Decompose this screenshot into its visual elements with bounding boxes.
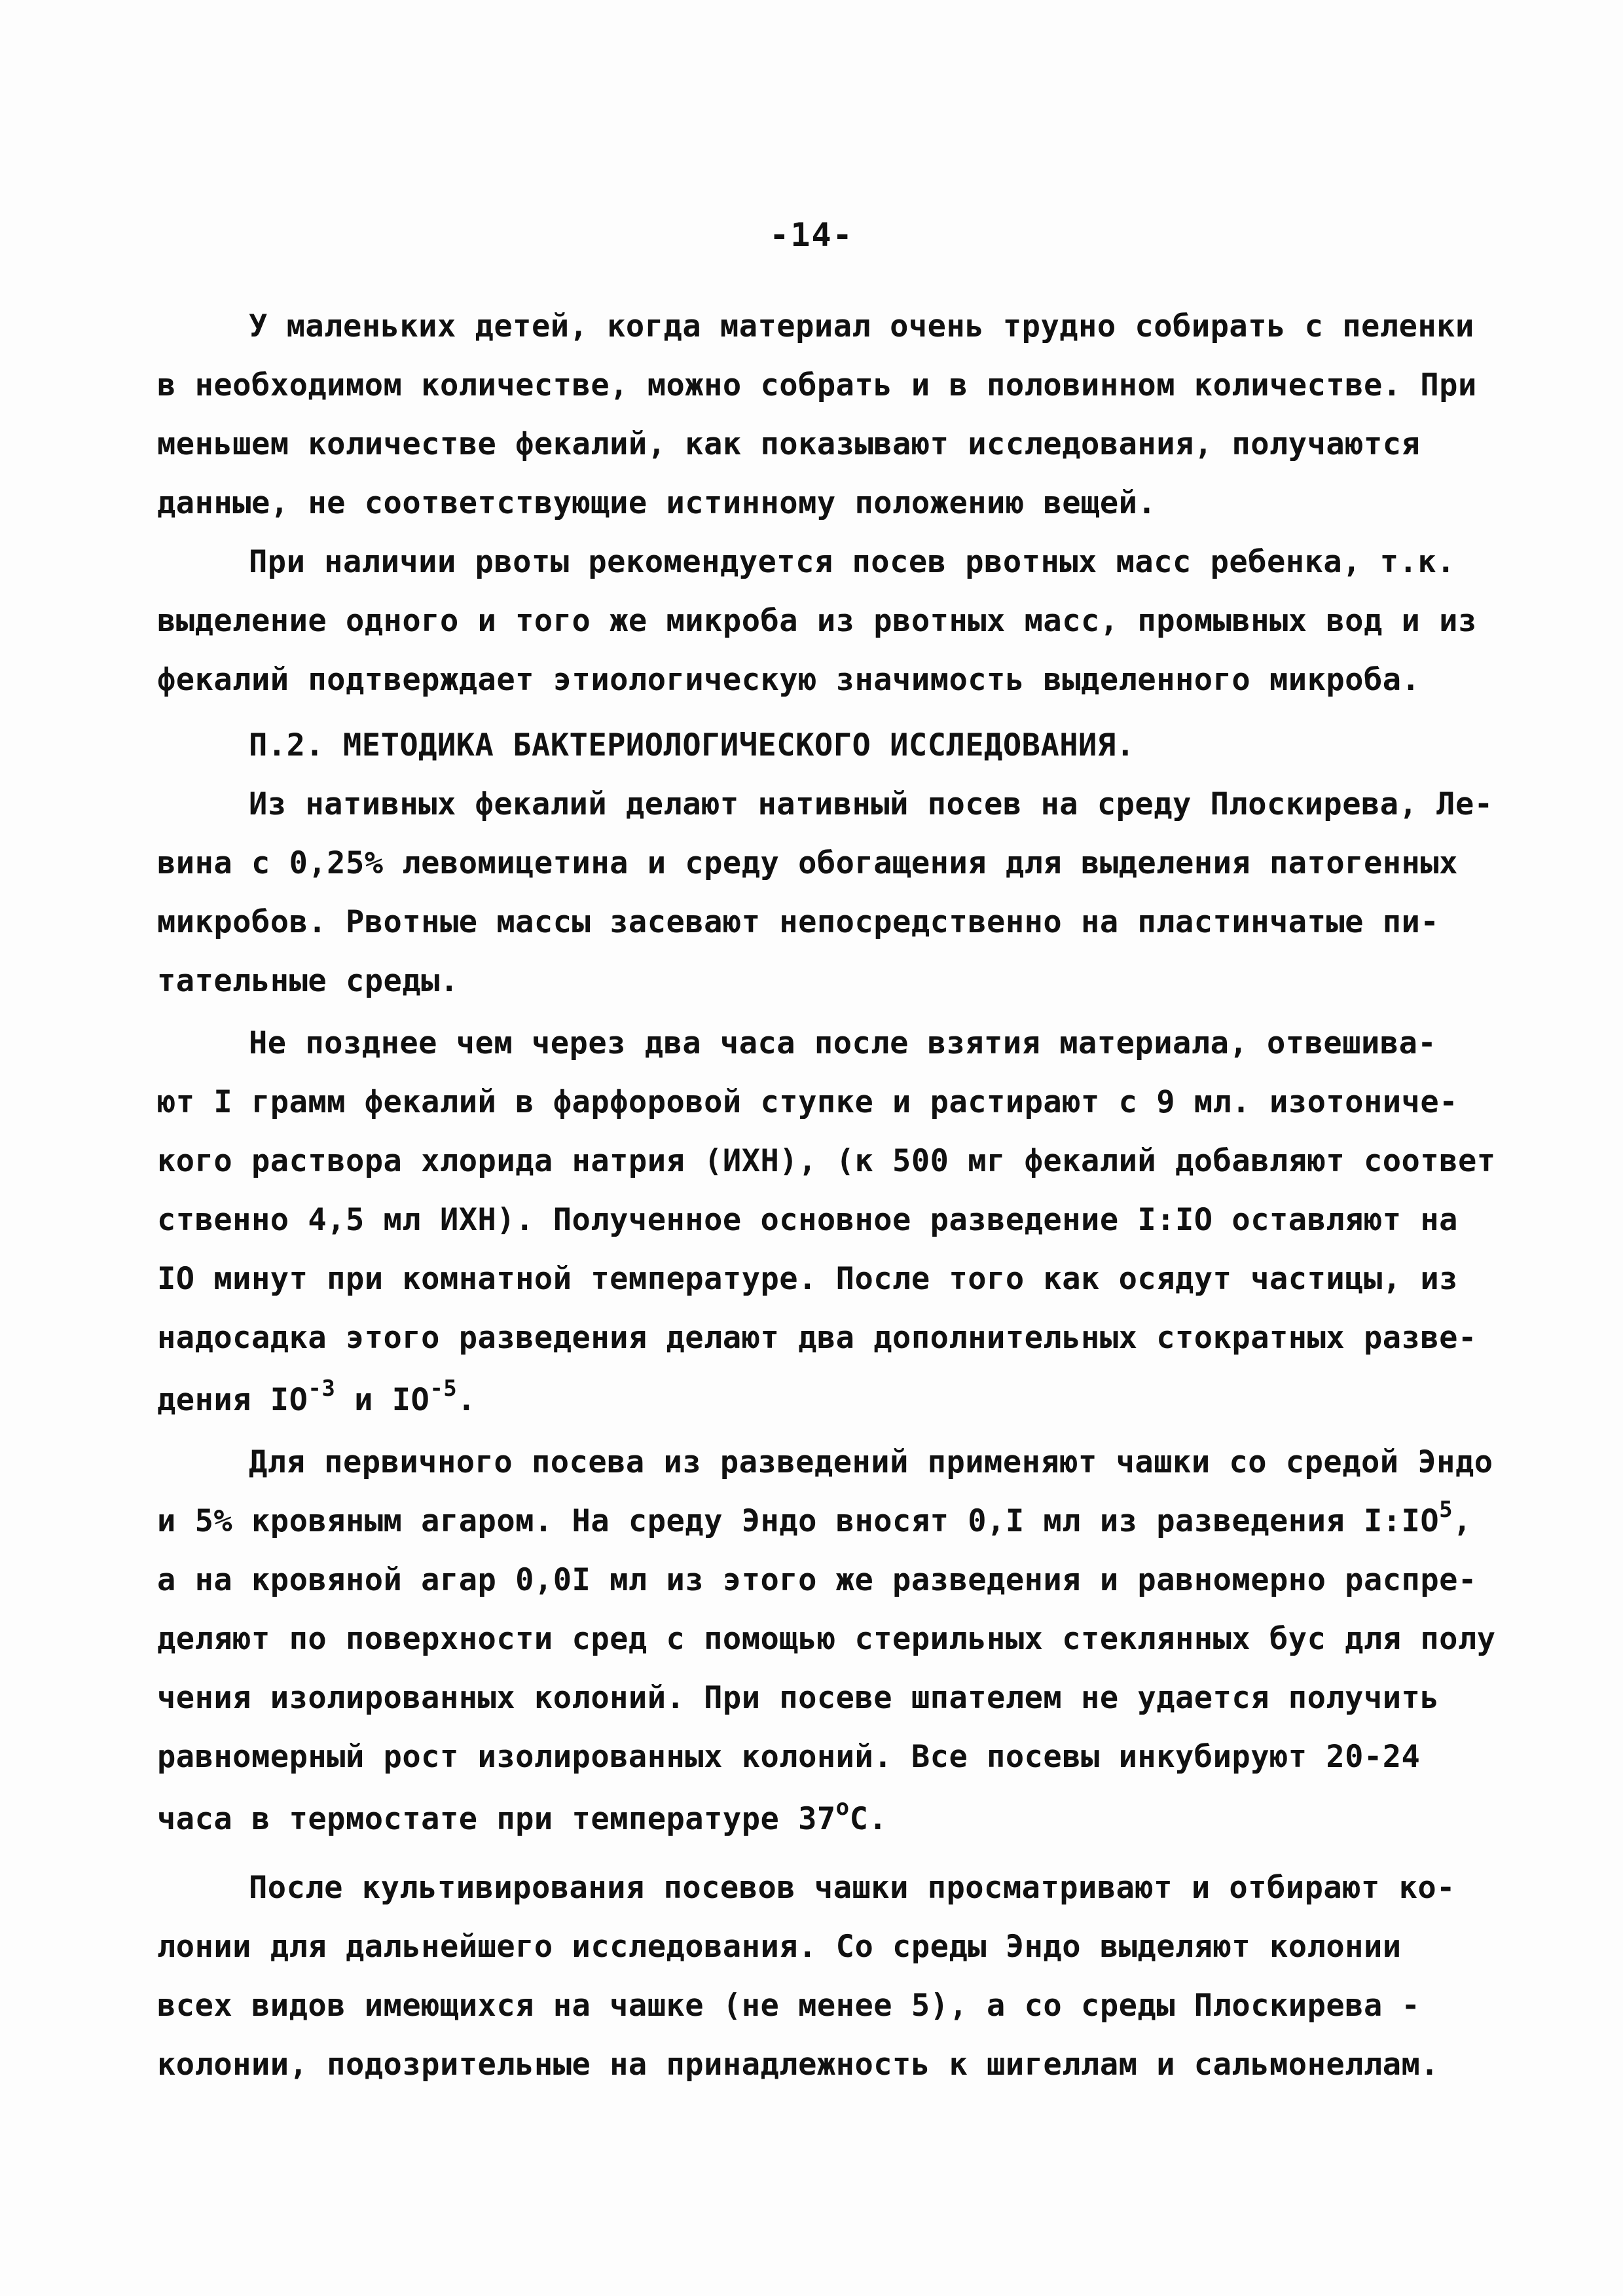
text-segment: .: [457, 1382, 477, 1418]
text-line: деляют по поверхности сред с помощью стерильных стеклянных бус для полу: [157, 1621, 1496, 1657]
text-line: Из нативных фекалий делают нативный посев на среду Плоскирева, Ле-: [249, 786, 1493, 822]
text-line: а на кровяной агар 0,0I мл из этого же разведения и равномерно распре-: [157, 1562, 1477, 1598]
text-line: ют I грамм фекалий в фарфоровой ступке и растирают с 9 мл. изотониче-: [157, 1084, 1458, 1120]
exponent: -3: [308, 1376, 336, 1402]
exponent: -5: [429, 1376, 458, 1402]
text-segment: C.: [849, 1801, 888, 1837]
text-line: [157, 1795, 888, 1837]
text-line: лонии для дальнейшего исследования. Со среды Эндо выделяют колонии: [157, 1929, 1402, 1965]
text-line: У маленьких детей, когда материал очень трудно собирать с пеленки: [249, 308, 1474, 344]
text-line: данные, не соответствующие истинному положению вещей.: [157, 485, 1157, 521]
text-line: При наличии рвоты рекомендуется посев рвотных масс ребенка, т.к.: [249, 544, 1455, 580]
text-segment: и IO: [335, 1382, 430, 1418]
text-line: всех видов имеющихся на чашке (не менее 5), а со среды Плоскирева -: [157, 1988, 1421, 2024]
text-segment: ,: [1453, 1503, 1472, 1539]
text-line: в необходимом количестве, можно собрать и в половинном количестве. При: [157, 367, 1477, 403]
text-line: надосадка этого разведения делают два дополнительных стократных разве-: [157, 1320, 1477, 1356]
text-line: Не позднее чем через два часа после взятия материала, отвешива-: [249, 1025, 1437, 1061]
exponent: o: [835, 1795, 850, 1821]
text-line: микробов. Рвотные массы засевают непосредственно на пластинчатые пи-: [157, 904, 1440, 940]
page-number: -14-: [769, 216, 854, 254]
text-line: меньшем количестве фекалий, как показывают исследования, получаются: [157, 426, 1421, 462]
text-segment: дения IO: [157, 1382, 308, 1418]
text-line: фекалий подтверждает этиологическую значимость выделенного микроба.: [157, 662, 1421, 698]
text-line: [157, 1376, 477, 1418]
text-line: выделение одного и того же микроба из рвотных масс, промывных вод и из: [157, 603, 1477, 639]
text-line: колонии, подозрительные на принадлежность к шигеллам и сальмонеллам.: [157, 2047, 1440, 2083]
text-segment: часа в термостате при температуре 37: [157, 1801, 836, 1837]
text-line: чения изолированных колоний. При посеве шпателем не удается получить: [157, 1680, 1440, 1716]
text-line: ственно 4,5 мл ИХН). Полученное основное разведение I:IO оставляют на: [157, 1202, 1458, 1238]
text-line: равномерный рост изолированных колоний. Все посевы инкубируют 20-24: [157, 1739, 1421, 1775]
text-line: вина с 0,25% левомицетина и среду обогащения для выделения патогенных: [157, 845, 1458, 881]
text-line: После культивирования посевов чашки просматривают и отбирают ко-: [249, 1870, 1455, 1906]
text-line: кого раствора хлорида натрия (ИХН), (к 500 мг фекалий добавляют соответ: [157, 1143, 1496, 1179]
section-heading: П.2. МЕТОДИКА БАКТЕРИОЛОГИЧЕСКОГО ИССЛЕДОВАНИЯ.: [249, 727, 1135, 763]
text-line: тательные среды.: [157, 963, 459, 999]
text-line: [157, 1497, 1472, 1539]
exponent: 5: [1439, 1497, 1453, 1523]
text-line: Для первичного посева из разведений применяют чашки со средой Эндо: [249, 1444, 1493, 1480]
text-line: IO минут при комнатной температуре. После того как осядут частицы, из: [157, 1261, 1458, 1297]
text-segment: и 5% кровяным агаром. На среду Эндо вносят 0,I мл из разведения I:IO: [157, 1503, 1440, 1539]
